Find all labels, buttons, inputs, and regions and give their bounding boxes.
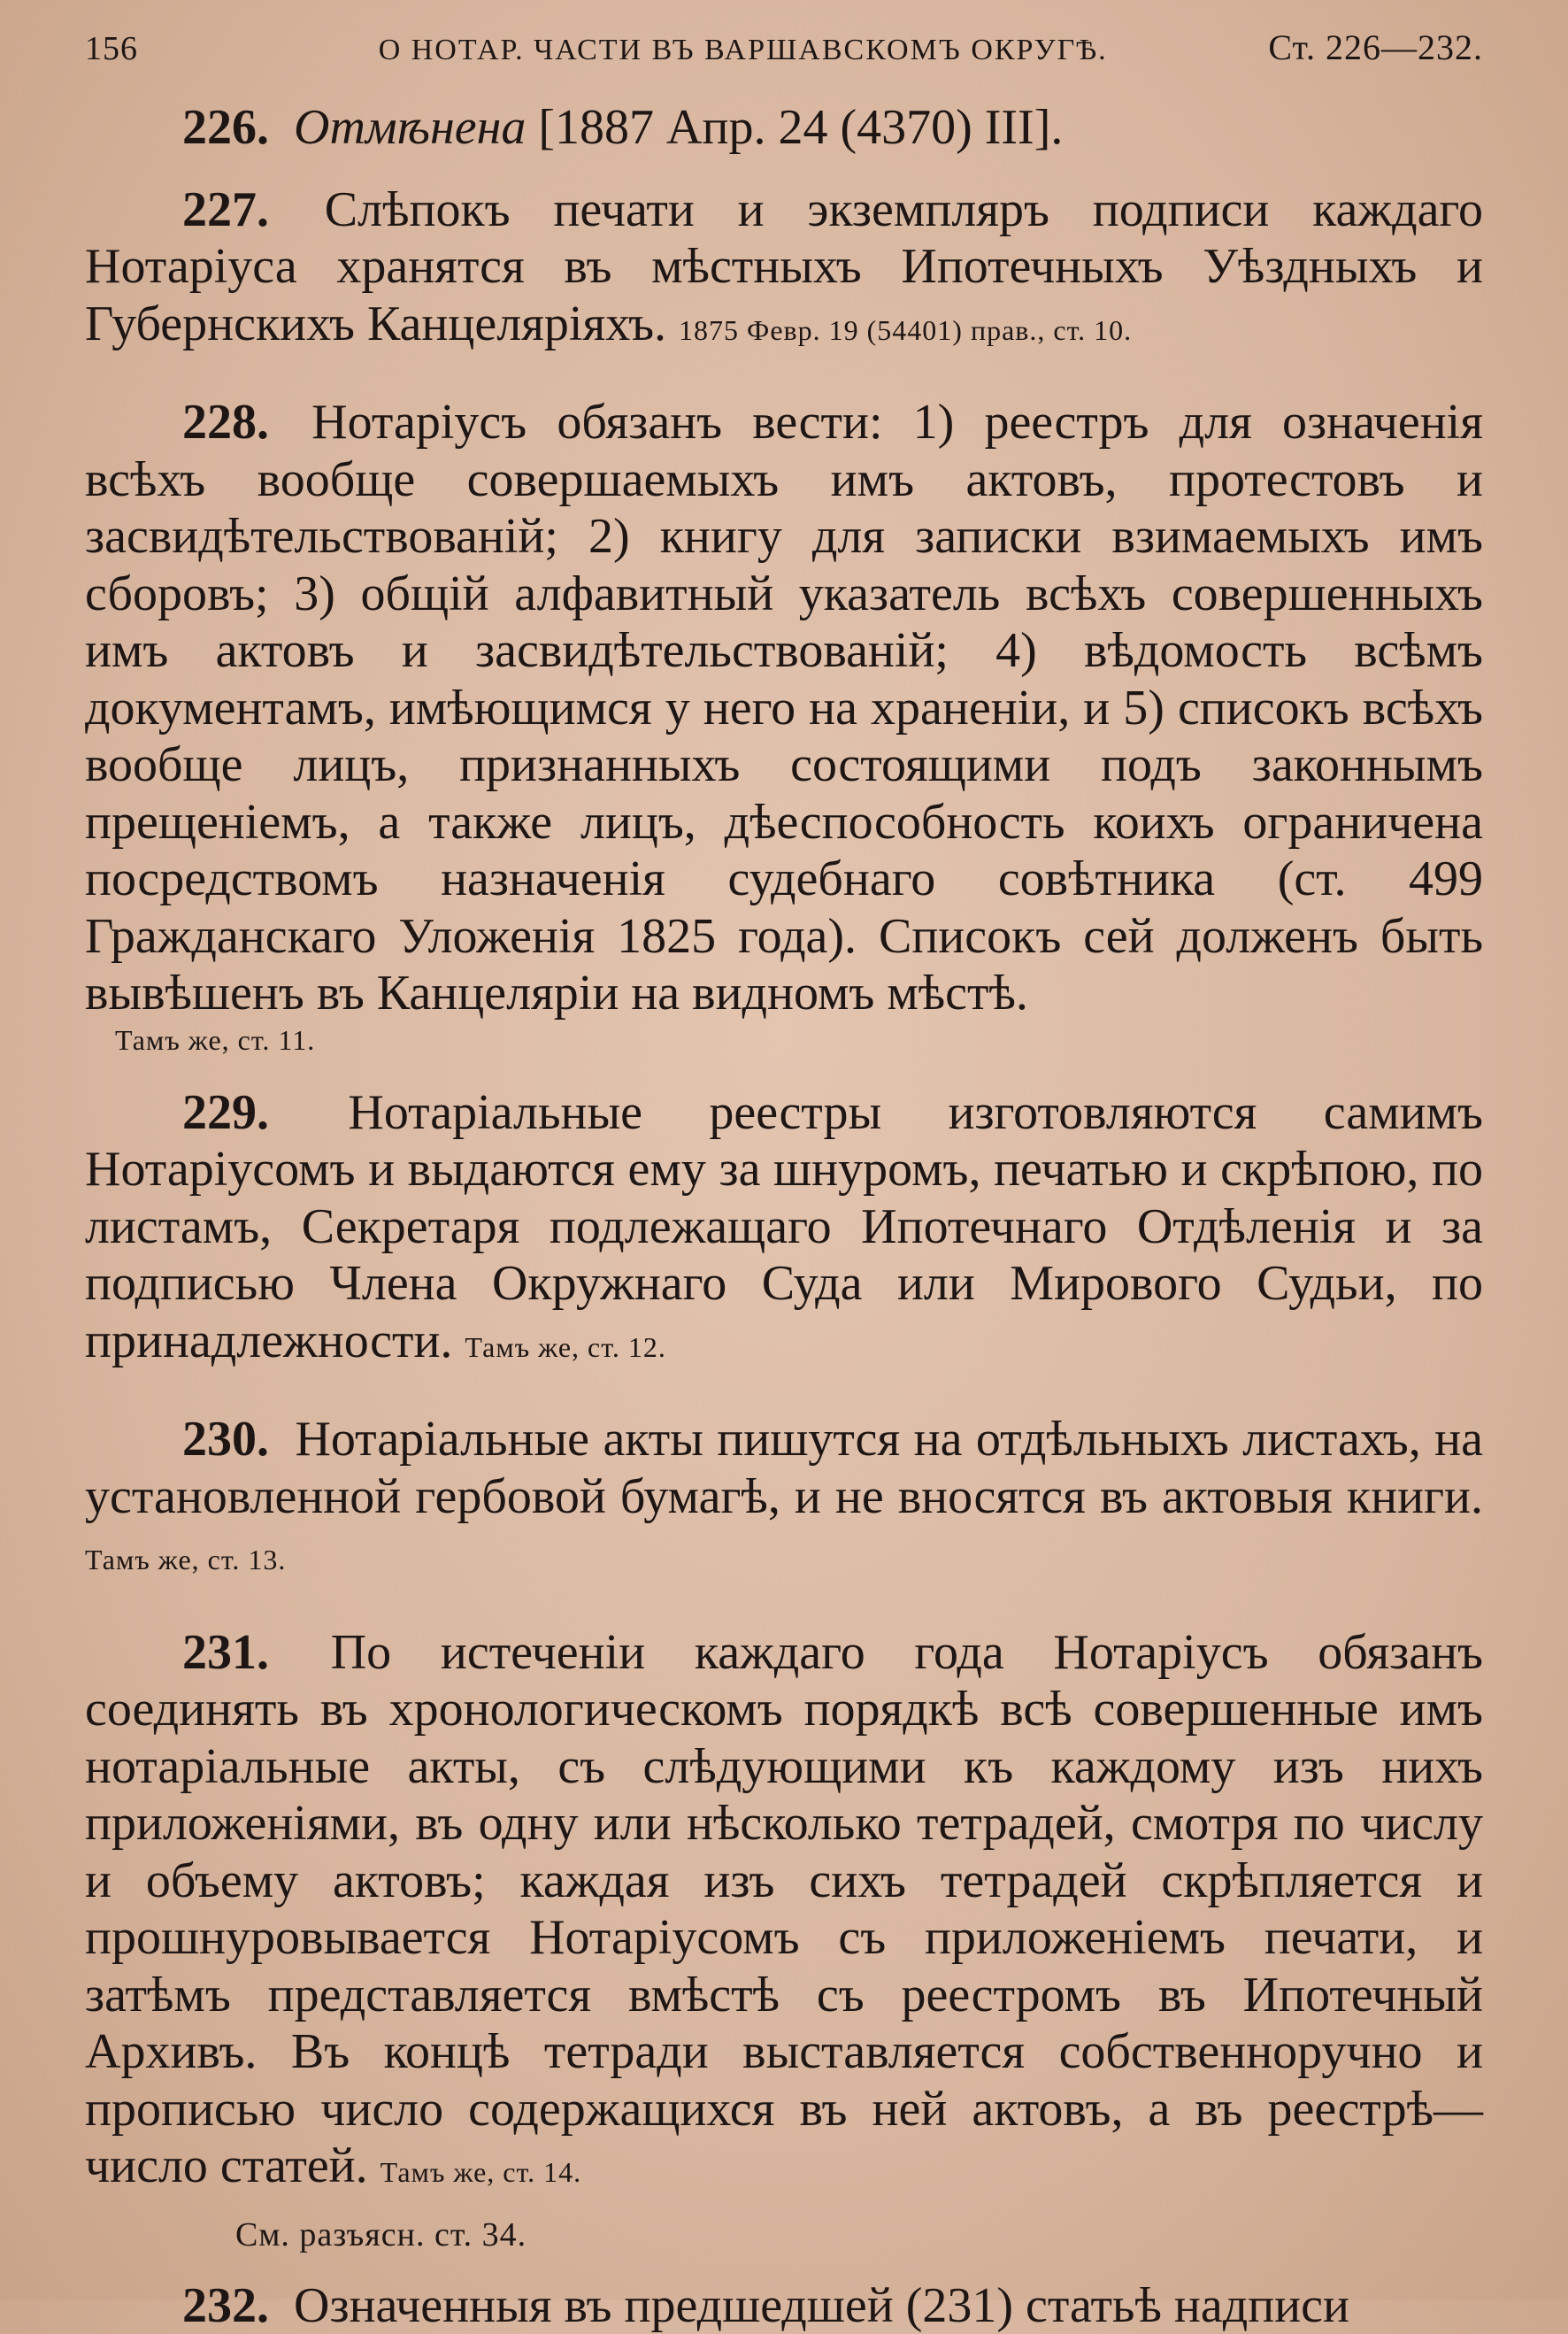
article-230 — [85, 1411, 1483, 1589]
article-number: 227. — [182, 182, 269, 237]
article-text: Нотаріальные реестры изготовляются самимъ Нотаріусомъ и выдаются ему за шнуромъ, печатью и скрѣпою, по листамъ, Секретаря подлежащаго Ипотечнаго Отдѣленія и за подписью Члена Окружнаго Суда или Мирового Судьи, по принадлежности. — [85, 1085, 1483, 1368]
article-source: Тамъ же, ст. 12. — [465, 1331, 665, 1363]
article-226 — [85, 99, 1483, 157]
running-header — [85, 27, 1483, 83]
article-number: 231. — [182, 1625, 269, 1680]
article-text: Нотаріусъ обязанъ вести: 1) реестръ для означенія всѣхъ вообще совершаемыхъ имъ актовъ, протестовъ и засвидѣтельствованій; 2) книгу для записки взимаемыхъ имъ сборовъ; 3) общій алфавитный указатель всѣхъ совершенныхъ имъ актовъ и засвидѣтельствованій; 4) вѣдомость всѣмъ документамъ, имѣющимся у него на храненіи, и 5) списокъ всѣхъ вообще лицъ, признанныхъ состоящими подъ законнымъ прещеніемъ, а также лицъ, дѣеспособность коихъ ограничена посредствомъ назначенія судебнаго совѣтника (ст. 499 Гражданскаго Уложенія 1825 года). Списокъ сей долженъ быть вывѣшенъ въ Канцеляріи на видномъ мѣстѣ. — [85, 395, 1483, 1021]
article-range: Ст. 226—232. — [1268, 27, 1483, 68]
article-status: Отмѣнена — [294, 100, 526, 155]
article-number: 232. — [182, 2278, 269, 2333]
article-source: Тамъ же, ст. 11. — [85, 1021, 1483, 1059]
article-source: 1875 Февр. 19 (54401) прав., ст. 10. — [679, 314, 1132, 346]
article-227 — [85, 181, 1483, 359]
article-231 — [85, 1624, 1483, 2201]
article-text: Нотаріальные акты пишутся на отдѣльныхъ листахъ, на установленной гербовой бумагѣ, и не вносятся въ актовыя книги. — [85, 1412, 1483, 1524]
article-text: [1887 Апр. 24 (4370) III]. — [538, 100, 1063, 155]
article-text: Слѣпокъ печати и экземпляръ подписи каждаго Нотаріуса хранятся въ мѣстныхъ Ипотечныхъ Уѣздныхъ и Губернскихъ Канцеляріяхъ. — [85, 182, 1483, 351]
article-232 — [85, 2277, 1483, 2334]
article-source: Тамъ же, ст. 14. — [380, 2156, 581, 2188]
header-title: О НОТАР. ЧАСТИ ВЪ ВАРШАВСКОМЪ ОКРУГѢ. — [218, 34, 1268, 67]
article-number: 226. — [182, 100, 269, 155]
article-228 — [85, 394, 1483, 1022]
article-number: 229. — [182, 1085, 269, 1140]
cross-reference: См. разъясн. ст. 34. — [85, 2210, 1483, 2260]
page-number: 156 — [85, 29, 218, 68]
article-text: Означенныя въ предшедшей (231) статьѣ надписи — [294, 2278, 1349, 2333]
article-source: Тамъ же, ст. 13. — [85, 1544, 286, 1575]
article-229 — [85, 1084, 1483, 1376]
article-number: 228. — [182, 395, 269, 450]
article-number: 230. — [182, 1412, 269, 1467]
article-text: По истеченіи каждаго года Нотаріусъ обязанъ соединять въ хронологическомъ порядкѣ всѣ совершенные имъ нотаріальные акты, съ слѣдующими къ каждому изъ нихъ приложеніями, въ одну или нѣсколько тетрадей, смотря по числу и объему актовъ; каждая изъ сихъ тетрадей скрѣпляется и прошнуровывается Нотаріусомъ съ приложеніемъ печати, и затѣмъ представляется вмѣстѣ съ реестромъ въ Ипотечный Архивъ. Въ концѣ тетради выставляется собственноручно и прописью число содержащихся въ ней актовъ, а въ реестрѣ—число статей. — [85, 1625, 1483, 2194]
